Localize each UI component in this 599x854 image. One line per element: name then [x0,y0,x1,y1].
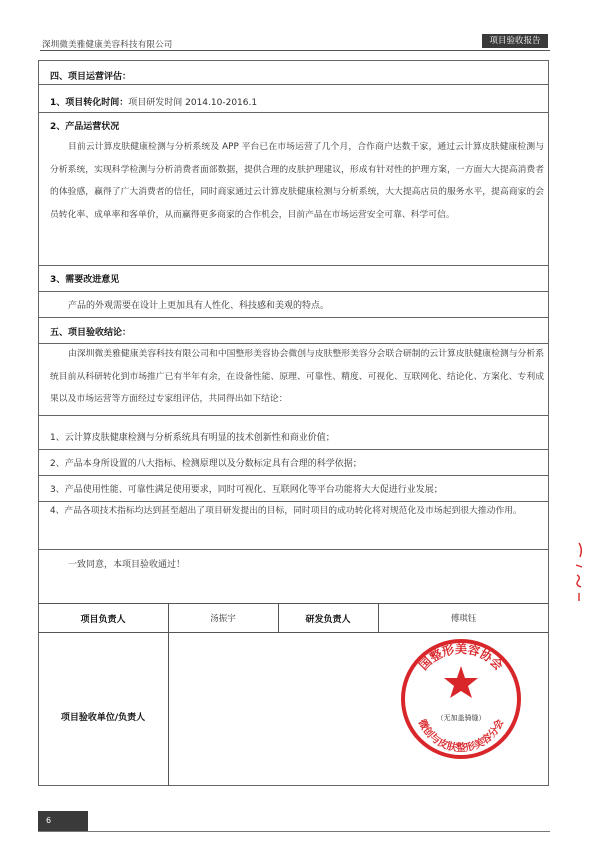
header-divider [40,50,550,51]
section4-heading: 四、项目运营评估： [50,72,132,82]
project-leader-name: 汤振宇 [210,614,236,624]
seal-outer-top-text: 国整形美容协会 [416,642,506,673]
conclusion-point-4: 4、产品各项技术指标均达到甚至超出了项目研发提出的目标，同时项目的成功转化将对规范化及市场起到很大推动作用。 [50,506,522,516]
signoff-col-divider [168,603,169,786]
conversion-time-value: 项目研发时间 2014.10-2016.1 [128,98,258,108]
signoff-mid-border [38,632,549,633]
improvement-body: 产品的外观需要在设计上更加具有人性化、科技感和美观的特点。 [68,301,330,311]
row-divider [38,475,549,476]
footer-divider [38,831,550,832]
row-divider [38,291,549,292]
section4-divider [38,84,549,85]
seal-outer-bottom-text: 微创与皮肤整形美容分会 [415,717,507,754]
rd-leader-label: 研发负责人 [305,615,351,625]
operation-status-body: 目前云计算皮肤健康检测与分析系统及 APP 平台已在市场运营了几个月，合作商户达数千家，通过云计算皮肤健康检测与分析系统，实现科学检测与分析消费者面部数据，提供合理的皮肤护理建议，形成有针对性的护理方案，一方面大大提高消费者的体验感，赢得了广大消费者的信任，同时商家通过云计算皮肤健康检测与分析系统，大大提高店员的服务水平，提高商家的会员转化率、成单率和客单价，从而赢得更多商家的合作机会，目前产品在市场运营安全可靠、科学可信。 [50,142,544,220]
company-name: 深圳微美雅健康美容科技有限公司 [42,40,173,50]
seal-star-icon [444,666,478,698]
conclusion-point-1: 1、云计算皮肤健康检测与分析系统具有明显的技术创新性和商业价值； [50,433,335,443]
seal-inner-text: （无加盖骑缝） [436,714,486,722]
conversion-time-row [50,97,257,109]
report-title-badge: 项目验收报告 [482,34,548,48]
conclusion-point-3: 3、产品使用性能、可靠性满足使用要求，同时可视化、互联网化等平台功能将大大促进行业发展； [50,485,443,495]
conversion-time-label: 1、项目转化时间： [50,98,129,108]
conclusion-intro: 由深圳微美雅健康美容科技有限公司和中国整形美容协会微创与皮肤整形美容分会联合研制的云计算皮肤健康检测与分析系统目前从科研转化到市场推广已有半年有余，在设备性能、原理、可靠性、精度、可视化、互联网化、结论化、方案化、专利成果以及市场运营等方面经过专家组评估，共同得出如下结论： [50,349,544,405]
operation-status-heading: 2、产品运营状况 [50,122,120,132]
row-divider [38,317,549,318]
row-divider [38,415,549,416]
row-divider [38,265,549,266]
row-divider [38,112,549,113]
official-seal [398,636,524,762]
acceptance-unit-label: 项目验收单位/负责人 [60,713,146,723]
section5-heading: 五、项目验收结论： [50,328,132,338]
conclusion-point-2: 2、产品本身所设置的八大指标、检测原理以及分数标定具有合理的科学依据； [50,459,362,469]
conclusion-closing: 一致同意，本项目验收通过！ [68,560,186,570]
page-number: 6 [46,816,52,825]
row-divider [38,449,549,450]
improvement-heading: 3、需要改进意见 [50,275,120,285]
rd-leader-name: 傅琪钰 [450,614,477,624]
seam-stamp-mark [572,541,586,603]
project-leader-label: 项目负责人 [80,615,126,625]
row-divider [38,549,549,550]
signoff-top-border [38,603,549,604]
